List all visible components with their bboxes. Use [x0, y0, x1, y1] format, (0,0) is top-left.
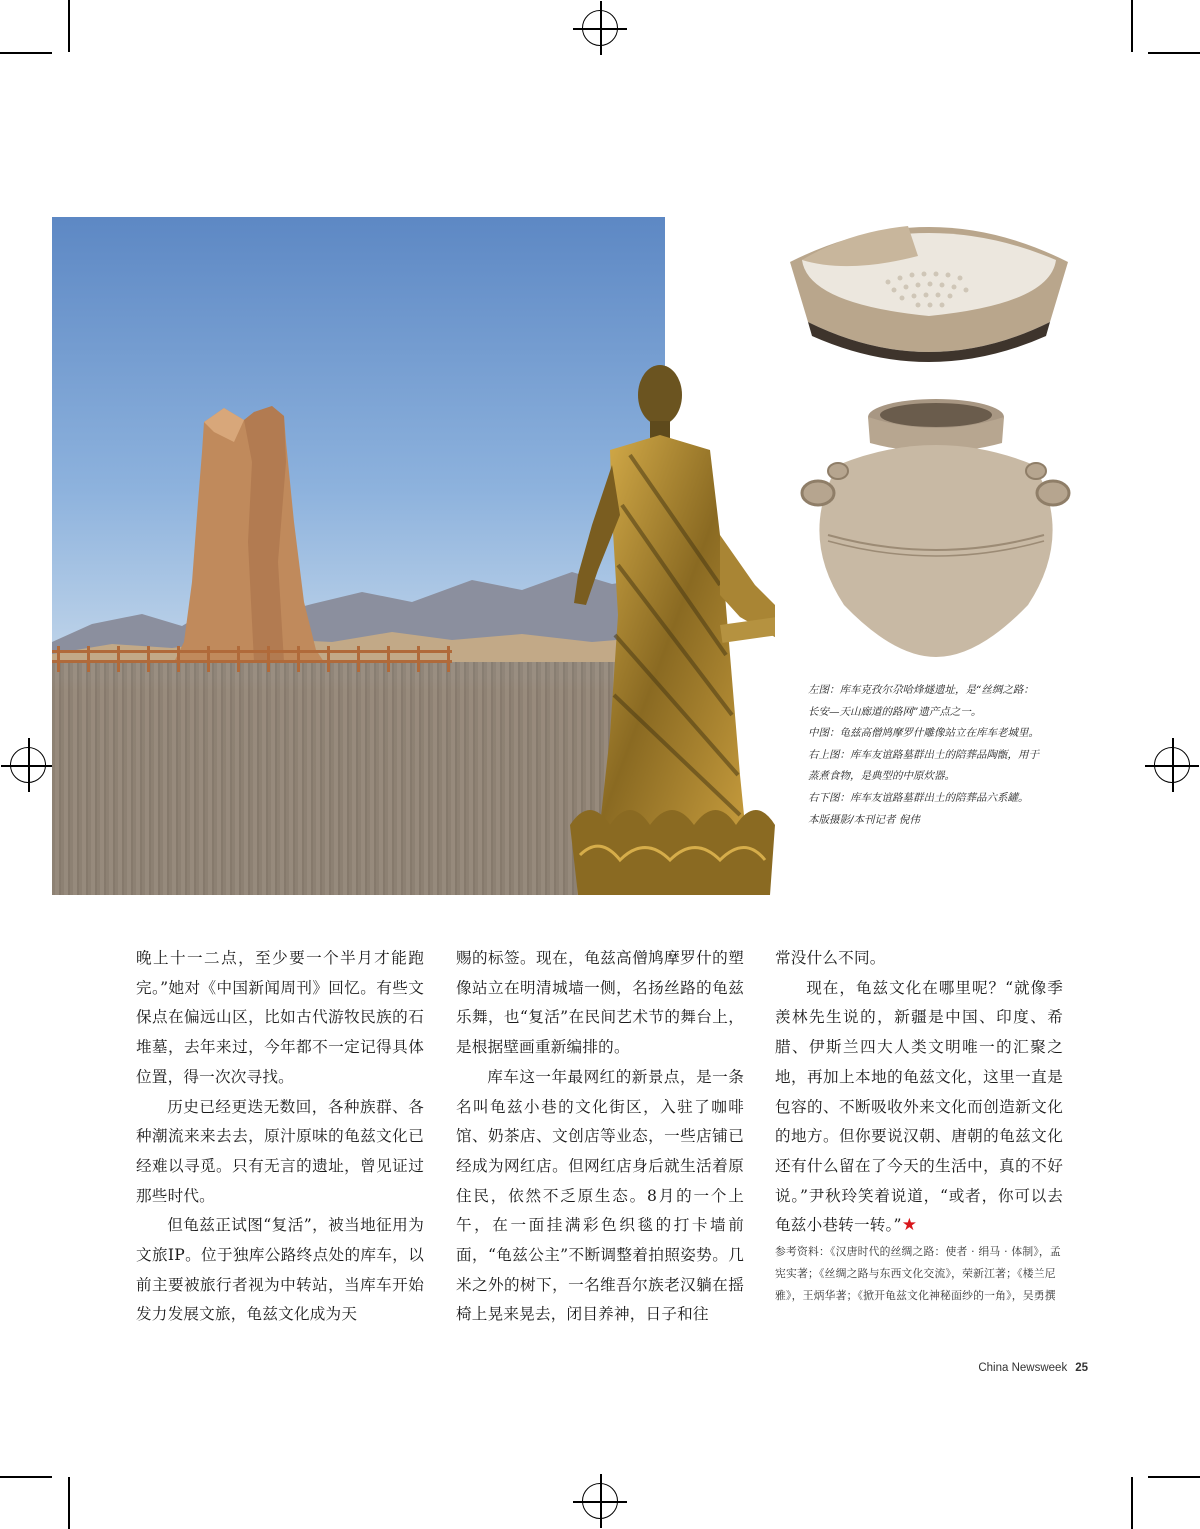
- article-paragraph: [775, 974, 1063, 1241]
- kumarajiva-statue: [570, 355, 775, 895]
- caption-line: 右上图：库车友谊路墓群出土的陪葬品陶甑，用于: [808, 748, 1039, 761]
- page-footer: [978, 1362, 1088, 1374]
- article-paragraph-text: 现在，龟兹文化在哪里呢？“就像季羡林先生说的，新疆是中国、印度、希腊、伊斯兰四大人类文明唯一的汇聚之地，再加上本地的龟兹文化，这里一直是包容的、不断吸收外来文化而创造新文化的地方。但你要说汉朝、唐朝的龟兹文化还有什么留在了今天的生活中，真的不好说。”尹秋玲笑着说道，“或者，你可以去龟兹小巷转一转。”: [775, 978, 1063, 1235]
- beacon-tower: [174, 402, 324, 662]
- crop-mark: [1131, 0, 1133, 52]
- article-column-3: [775, 944, 1063, 1307]
- photo-caption: [808, 680, 1088, 831]
- article-paragraph: 赐的标签。现在，龟兹高僧鸠摩罗什的塑像站立在明清城墙一侧，名扬丝路的龟兹乐舞，也“复活”在民间艺术节的舞台上，是根据壁画重新编排的。: [456, 949, 744, 1057]
- article-paragraph: 库车这一年最网红的新景点，是一条名叫龟兹小巷的文化街区，入驻了咖啡馆、奶茶店、文创店等业态，一些店铺已经成为网红店。但网红店身后就生活着原住民，依然不乏原生态。8月的一个上午，在一面挂满彩色织毯的打卡墙前面，“龟兹公主”不断调整着拍照姿势。几米之外的树下，一名维吾尔族老汉躺在摇椅上晃来晃去，闭目养神，日子和往: [456, 1067, 744, 1324]
- fence: [52, 642, 452, 672]
- caption-line: 左图：库车克孜尔尕哈烽燧遗址，是“丝绸之路：: [808, 684, 1034, 696]
- article-paragraph: 常没什么不同。: [775, 949, 886, 967]
- registration-mark-icon: [10, 747, 46, 783]
- page-number: 25: [1075, 1362, 1088, 1374]
- end-mark-star-icon: ★: [901, 1215, 918, 1236]
- registration-mark-icon: [582, 1483, 618, 1519]
- article-paragraph: 历史已经更迭无数回，各种族群、各种潮流来来去去，原汁原味的龟兹文化已经难以寻觅。只有无言的遗址，曾见证过那些时代。: [136, 1097, 424, 1205]
- registration-mark-icon: [582, 10, 618, 46]
- caption-line: 长安—天山廊道的路网”遗产点之一。: [808, 705, 982, 718]
- caption-line: 右下图：库车友谊路墓群出土的陪葬品六系罐。: [808, 791, 1029, 804]
- article-paragraph: 但龟兹正试图“复活”，被当地征用为文旅IP。位于独库公路终点处的库车，以前主要被旅行者视为中转站，当库车开始发力发展文旅，龟兹文化成为天: [136, 1216, 424, 1324]
- caption-line: 蒸煮食物，是典型的中原炊器。: [808, 770, 955, 783]
- article-paragraph: 晚上十一二点，至少要一个半月才能跑完。”她对《中国新闻周刊》回忆。有些文保点在偏远山区，比如古代游牧民族的石堆墓，去年来过，今年都不一定记得具体位置，得一次次寻找。: [136, 949, 424, 1086]
- crop-mark: [1148, 1476, 1200, 1478]
- photo-credit: 本版摄影/本刊记者 倪伟: [808, 813, 920, 826]
- crop-mark: [0, 1476, 52, 1478]
- crop-mark: [0, 52, 52, 54]
- crop-mark: [1131, 1477, 1133, 1529]
- article-column-2: [456, 944, 744, 1330]
- caption-line: 中图：龟兹高僧鸠摩罗什雕像站立在库车老城里。: [808, 727, 1039, 740]
- publication-name: China Newsweek: [978, 1362, 1068, 1374]
- six-lug-pottery-jar: [798, 395, 1073, 660]
- crop-mark: [68, 0, 70, 52]
- crop-mark: [68, 1477, 70, 1529]
- references: 参考资料：《汉唐时代的丝绸之路：使者 · 绢马 · 体制》，孟宪实著；《丝绸之路与东西文化交流》，荣新江著；《楼兰尼雅》，王炳华著；《掀开龟兹文化神秘面纱的一角》，吴勇撰: [775, 1245, 1061, 1303]
- article-column-1: [136, 944, 424, 1330]
- crop-mark: [1148, 52, 1200, 54]
- registration-mark-icon: [1154, 747, 1190, 783]
- pottery-steamer-bowl: [788, 212, 1070, 364]
